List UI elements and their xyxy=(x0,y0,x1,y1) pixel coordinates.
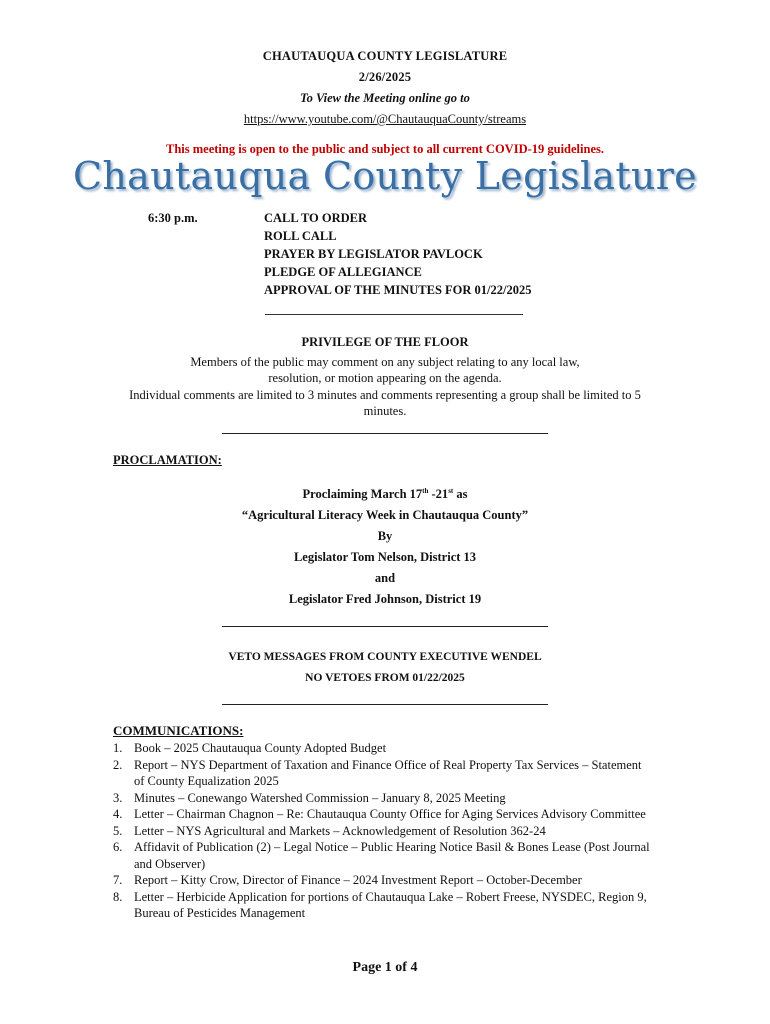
meeting-time: 6:30 p.m. xyxy=(148,211,198,225)
list-item xyxy=(113,872,653,889)
agenda-item: APPROVAL OF THE MINUTES FOR 01/22/2025 xyxy=(264,283,532,297)
divider xyxy=(222,433,548,434)
ordinal-suffix: st xyxy=(448,486,454,495)
proclamation-label: PROCLAMATION: xyxy=(113,453,222,467)
privilege-section xyxy=(0,334,770,420)
list-item xyxy=(113,757,653,790)
list-item xyxy=(113,823,653,840)
veto-section xyxy=(0,647,770,689)
ordinal-suffix: th xyxy=(422,486,429,495)
divider xyxy=(222,626,548,627)
item-text: Letter – Chairman Chagnon – Re: Chautauqua County Office for Aging Services Advisory Committee xyxy=(134,807,646,821)
list-item xyxy=(113,790,653,807)
list-item xyxy=(113,806,653,823)
privilege-title: PRIVILEGE OF THE FLOOR xyxy=(301,335,469,349)
list-item xyxy=(113,889,653,922)
proclamation-line: By xyxy=(377,529,393,543)
item-text: Report – NYS Department of Taxation and Finance Office of Real Property Tax Services – Statement of County Equalization 2025 xyxy=(134,757,642,788)
item-number: 6. xyxy=(113,840,123,854)
item-number: 2. xyxy=(113,757,123,772)
proclamation-line: “Agricultural Literacy Week in Chautauqua County” xyxy=(241,508,529,522)
privilege-text: resolution, or motion appearing on the agenda. xyxy=(268,371,502,385)
agenda-item: CALL TO ORDER xyxy=(264,211,368,225)
item-number: 4. xyxy=(113,807,123,821)
item-number: 7. xyxy=(113,873,123,887)
agenda-item: ROLL CALL xyxy=(264,229,337,243)
proclamation-line: Legislator Fred Johnson, District 19 xyxy=(288,592,482,606)
agenda-list xyxy=(264,209,584,299)
item-text: Book – 2025 Chautauqua County Adopted Budget xyxy=(134,741,387,755)
item-number: 1. xyxy=(113,741,123,755)
item-text: Letter – Herbicide Application for portions of Chautauqua Lake – Robert Freese, NYSDEC, Region 9, Bureau of Pesticides Management xyxy=(134,889,647,920)
proclamation-line: and xyxy=(374,571,396,585)
item-number: 5. xyxy=(113,823,123,838)
legislature-banner: Chautauqua County Legislature xyxy=(73,154,697,198)
document-header xyxy=(0,46,770,130)
proclamation-text: Proclaiming March 17 xyxy=(302,487,423,501)
view-online-text: To View the Meeting online go to xyxy=(300,91,470,105)
proclamation-line: Legislator Tom Nelson, District 13 xyxy=(293,550,477,564)
meeting-date: 2/26/2025 xyxy=(358,70,412,84)
veto-status: NO VETOES FROM 01/22/2025 xyxy=(305,672,465,684)
communications-list xyxy=(113,740,653,922)
agenda-item: PLEDGE OF ALLEGIANCE xyxy=(264,265,422,279)
item-text: Letter – NYS Agricultural and Markets – Acknowledgement of Resolution 362-24 xyxy=(134,823,546,838)
stream-link[interactable]: https://www.youtube.com/@ChautauquaCounty/streams xyxy=(243,112,527,126)
communications-label: COMMUNICATIONS: xyxy=(113,723,244,738)
item-number: 3. xyxy=(113,790,123,805)
privilege-text: minutes. xyxy=(363,404,407,418)
item-text: Affidavit of Publication (2) – Legal Notice – Public Hearing Notice Basil & Bones Lease (Post Journal and Observer) xyxy=(134,840,650,871)
privilege-text: Individual comments are limited to 3 minutes and comments representing a group shall be limited to 5 xyxy=(129,387,641,402)
agenda-item: PRAYER BY LEGISLATOR PAVLOCK xyxy=(264,247,483,261)
item-number: 8. xyxy=(113,889,123,904)
item-text: Report – Kitty Crow, Director of Finance – 2024 Investment Report – October-December xyxy=(134,873,582,887)
list-item xyxy=(113,839,653,872)
item-text: Minutes – Conewango Watershed Commission – January 8, 2025 Meeting xyxy=(134,790,506,805)
proclamation-text: as xyxy=(453,487,468,501)
page-number: Page 1 of 4 xyxy=(352,960,418,975)
privilege-text: Members of the public may comment on any subject relating to any local law, xyxy=(190,354,580,369)
list-item xyxy=(113,740,653,757)
divider xyxy=(265,314,523,315)
proclamation-text: -21 xyxy=(428,487,449,501)
covid-notice: This meeting is open to the public and subject to all current COVID-19 guidelines. xyxy=(166,142,604,156)
proclamation-line xyxy=(0,484,770,505)
org-title: CHAUTAUQUA COUNTY LEGISLATURE xyxy=(262,49,508,63)
divider xyxy=(222,704,548,705)
veto-title: VETO MESSAGES FROM COUNTY EXECUTIVE WENDEL xyxy=(228,651,542,663)
proclamation-section xyxy=(0,484,770,610)
